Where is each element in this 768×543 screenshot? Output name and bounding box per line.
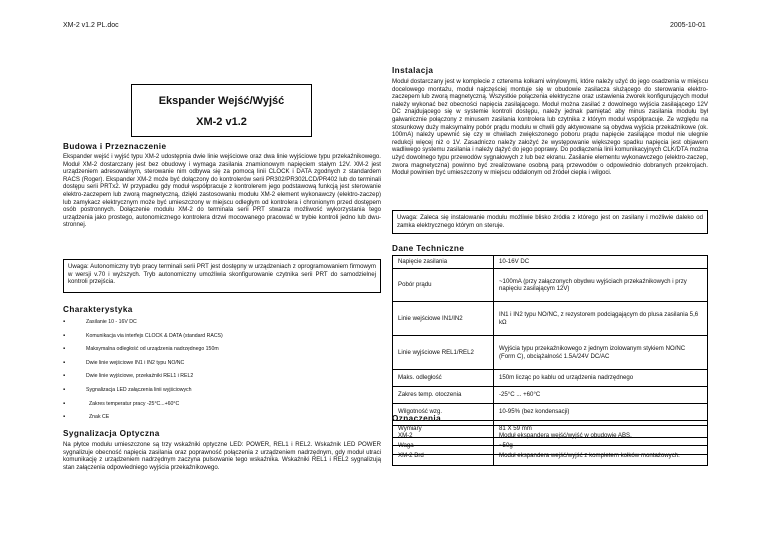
param-name: Maks. odległość <box>393 370 494 387</box>
product-code: XM-2 Brd <box>393 446 494 466</box>
feature-list <box>86 319 366 428</box>
table-row <box>393 446 708 466</box>
param-name: Zakres temp. otoczenia <box>393 387 494 404</box>
product-description: Moduł ekspandera wejść/wyjść z kompletem kołków montażowych. <box>494 446 708 466</box>
section-heading-charakterystyka: Charakterystyka <box>63 305 133 314</box>
budowa-text: Ekspander wejść i wyjść typu XM-2 udostępnia dwie linie wejściowe oraz dwa linie wyjściowe typu przekaźnikowego. Moduł XM-2 dostarczany jest bez obudowy i wymaga zasilania znamionowym napięciem stałym 12V. XM-2 jest urządzeniem adresowalnym, sterowanie nim odbywa się za pomocą linii CLOCK i DATA zgodnych z standardem RACS (Roger). Ekspander XM-2 może być dołączony do kontrolerów serii PR302/PR302LCD/PR402 lub do terminali dostępu serii PRTx2. W przypadku gdy moduł współpracuje z kontrolerem jego podstawową funkcją jest sterowanie elektro-zaczepem lub zworą magnetyczną, dzięki zastosowaniu modułu XM-2 element wykonawczy (elektro-zaczep) lub zamykacz elektrycznym może być umieszczony w miejscu odległym od kontrolera i chronionym przed dostępem osób postronnych. Dołączenie modułu XM-2 do terminala serii PRT stwarza możliwość wykorzystania tego urządzenia jako prostego, autonomicznego kontrolera drzwi mocowanego pracować w trybie kontroli jedno lub dwu-stronnej. <box>63 153 381 229</box>
list-item: ▪ Dwie linie wejściowe IN1 i IN2 typu NO/NC <box>86 360 366 374</box>
param-value: 10-16V DC <box>494 256 708 269</box>
param-value: IN1 i IN2 typu NO/NC, z rezystorem podciągającym do plusa zasilania 5,6 kΩ <box>494 302 708 336</box>
product-description: Moduł ekspandera wejść/wyjść w obudowie ABS. <box>494 426 708 446</box>
table-row <box>393 269 708 302</box>
table-row <box>393 387 708 404</box>
list-item: ▪ Komunikacja via interfejs CLOCK & DATA (standard RACS) <box>86 333 366 347</box>
document-title: Ekspander Wejść/Wyjść <box>158 95 285 107</box>
param-value: 81 X 59 mm <box>494 421 708 438</box>
list-item: ▪ Znak CE <box>86 414 366 428</box>
instalacja-text: Moduł dostarczany jest w komplecie z czterema kołkami winylowymi, które należy użyć do jego osadzenia w miejscu docelowego montażu, moduł najczęściej montuje się w obudowie zasilacza służącego do sterowania elektro-zaczepem lub zworą magnetyczną. Wszystkie połączenia elektryczne oraz ustawienia zworek konfigurujących moduł należy wykonać bez obecności napięcia zasilającego. Moduł można zasilać z dowolnego wyjścia zasilającego 12V DC znajdującego się w systemie kontroli dostępu, należy jednak pamiętać aby minus zasilania modułu był galwanicznie połączony z minusem zasilania kontrolera lub czytnika z którym moduł współpracuje. Ze względu na stosunkowy duży maksymalny pobór prądu modułu w chwili gdy aktywowane są obydwa wyjścia przekaźnikowe (ok. 100mA) należy upewnić się czy w chwilach zwiększonego poboru prądu napięcie zasilające moduł nie ulegnie redukcji więcej niż o 1V. Zasadniczo należy założyć że występowanie większego spadku napięcia jest objawem wadliwego systemu zasilania i należy dążyć do jego poprawy. Do podłączenia linii komunikacyjnych CLK/DTA można użyć dowolnego typu przewodów sygnałowych z lub bez ekranu. Zasilanie elementu wykonawczego (elektro-zaczep, zwora magnetyczna) powinno być zrealizowane osobną parą przewodów o odpowiednio dobranych przekrojach. Moduł powinien być umieszczony w miejscu oddalonym od źródeł ciepła i wilgoci. <box>392 78 708 177</box>
param-name: Wymiary <box>393 421 494 438</box>
list-item: ▪ Maksymalna odległość od urządzenia nadrzędnego 150m <box>86 346 366 360</box>
param-value: ~50g <box>494 438 708 455</box>
list-item: ▪ Sygnalizacja LED załączenia linii wyjściowych <box>86 387 366 401</box>
instalacja-note: Uwaga: Zaleca się instalowanie modułu możliwie blisko źródła z którego jest on zasilany i możliwie daleko od zamka elektrycznego którym on steruje. <box>392 210 708 234</box>
param-value: 150m licząc po kablu od urządzenia nadrzędnego <box>494 370 708 387</box>
param-name: Linie wejściowe IN1/IN2 <box>393 302 494 336</box>
param-name: Pobór prądu <box>393 269 494 302</box>
table-row <box>393 336 708 370</box>
sygnalizacja-text: Na płytce modułu umieszczone są trzy wskaźniki optyczne LED: POWER, REL1 i REL2. Wskaźnik LED POWER sygnalizuje obecność napięcia zasilania oraz poprawność połączenia z urządzeniem nadrzędnym, gdy moduł utraci komunikację z urządzeniem nadrzędnym zaczyna pulsowanie tego wskaźnika. Wskaźniki REL1 i REL2 sygnalizują stan załączenia odpowiedniego wyjścia przekaźnikowego. <box>63 441 381 471</box>
section-heading-oznaczenia: Oznaczenia <box>392 414 442 423</box>
product-codes-table <box>392 425 708 466</box>
param-value: -25°C ... +60°C <box>494 387 708 404</box>
param-name: Linie wyjściowe REL1/REL2 <box>393 336 494 370</box>
header-filename: XM-2 v1.2 PL.doc <box>63 22 119 29</box>
list-item: ▪ Zakres temperatur pracy -25°C...+60°C <box>86 401 366 415</box>
budowa-note: Uwaga: Autonomiczny tryb pracy terminali serii PRT jest dostępny w urządzeniach z oprogramowaniem firmowym w wersji v.70 i wyższych. Tryb autonomiczny umożliwia skonfigurowanie czytnika serii PRT do samodzielnej kontroli przejścia. <box>63 259 381 293</box>
param-name: Wilgotność wzg. <box>393 404 494 421</box>
section-heading-budowa: Budowa i Przeznaczenie <box>63 142 167 151</box>
list-item: ▪ Dwie linie wyjściowe, przekaźniki REL1 i REL2 <box>86 373 366 387</box>
param-name: Napięcie zasilania <box>393 256 494 269</box>
section-heading-instalacja: Instalacja <box>392 66 434 75</box>
header-date: 2005-10-01 <box>670 22 706 29</box>
param-value: 10-95% (bez kondensacji) <box>494 404 708 421</box>
title-box <box>131 84 312 137</box>
table-row <box>393 302 708 336</box>
product-code: XM-2 <box>393 426 494 446</box>
section-heading-dane: Dane Techniczne <box>392 244 465 253</box>
section-heading-sygnalizacja: Sygnalizacja Optyczna <box>63 429 160 438</box>
param-value: Wyjścia typu przekaźnikowego z jednym izolowanym stykiem NO/NC (Form C), obciążalność 1.5A/24V DC/AC <box>494 336 708 370</box>
table-row <box>393 370 708 387</box>
param-name: Waga <box>393 438 494 455</box>
list-item: ▪ Zasilanie 10 - 16V DC <box>86 319 366 333</box>
table-row <box>393 256 708 269</box>
table-row <box>393 426 708 446</box>
param-value: ~100mA (przy załączonych obydwu wyjściach przekaźnikowych i przy napięciu zasilającym 12V) <box>494 269 708 302</box>
document-model: XM-2 v1.2 <box>196 116 247 128</box>
